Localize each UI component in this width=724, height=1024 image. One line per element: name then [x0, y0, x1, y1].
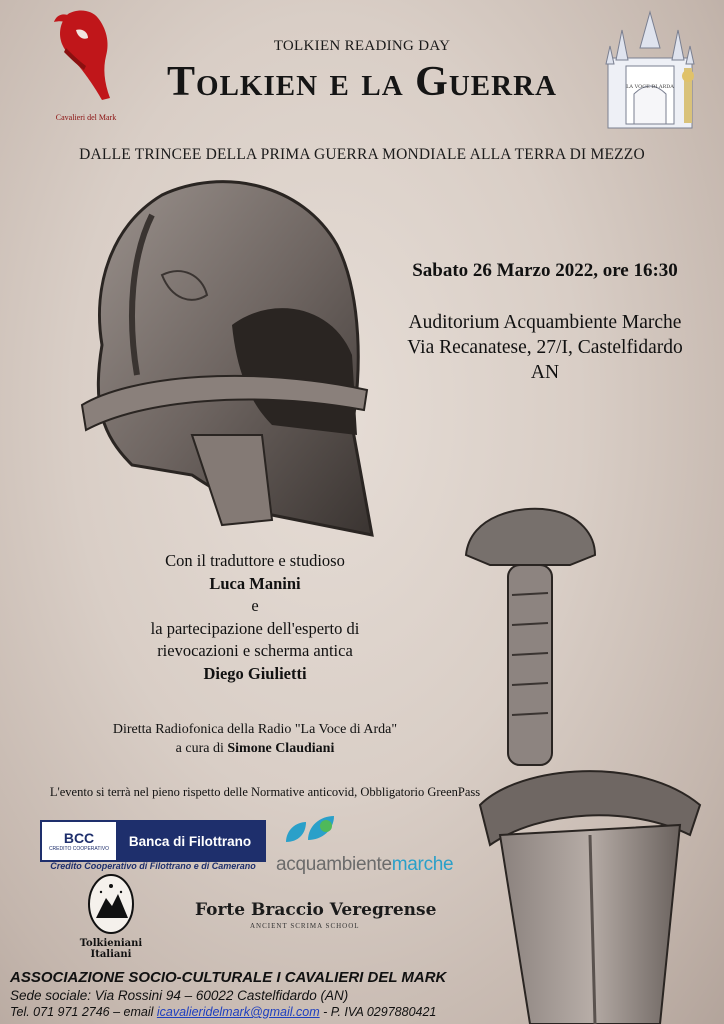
contact-email-link[interactable]: icavalieridelmark@gmail.com [156, 1005, 320, 1019]
poster-title: Tolkien e la Guerra [167, 59, 557, 105]
radio-line: Diretta Radiofonica della Radio "La Voce di Arda" [112, 722, 398, 737]
voce-arda-label: LA VOCE DI ARDA [626, 84, 674, 90]
bcc-mark [42, 822, 116, 860]
bcc-bank-name: Banca di Filottrano [116, 822, 264, 860]
event-kicker: TOLKIEN READING DAY [273, 38, 451, 54]
venue-name: Auditorium Acquambiente Marche [408, 312, 682, 333]
tolkieniani-medallion [86, 872, 136, 936]
event-date: Sabato 26 Marzo 2022, ore 16:30 [412, 260, 678, 281]
contact-vat: - P. IVA 0297880421 [319, 1005, 437, 1019]
helmet-illustration [72, 175, 392, 545]
association-contacts [10, 1005, 436, 1019]
bcc-abbr: BCC [63, 830, 95, 846]
guest-name-2: Diego Giulietti [203, 663, 307, 683]
guest-intro: Con il traduttore e studioso [165, 551, 345, 570]
acquambiente-drop-logo [276, 812, 356, 854]
forte-braccio-subtitle: ANCIENT SCRIMA SCHOOL [250, 922, 360, 930]
radio-notice [70, 720, 440, 758]
radio-curator-name: Simone Claudiani [227, 741, 335, 756]
cavalieri-logo-label: Cavalieri del Mark [55, 113, 117, 122]
event-venue [380, 310, 710, 385]
poster-subtitle: DALLE TRINCEE DELLA PRIMA GUERRA MONDIALE ALLA TERRA DI MEZZO [79, 146, 645, 163]
tolkieniani-line2: Italiani [90, 949, 132, 960]
sword-illustration [460, 505, 710, 1024]
bcc-tag: CREDITO COOPERATIVO [48, 846, 110, 852]
association-name: ASSOCIAZIONE SOCIO-CULTURALE I CAVALIERI DEL MARK [10, 969, 447, 986]
guests-block [95, 550, 415, 685]
tolkieniani-name [76, 938, 146, 960]
guest-intro-3: rievocazioni e scherma antica [157, 641, 353, 660]
acquambiente-part1: acquambiente [276, 854, 392, 875]
contact-phone: Tel. 071 971 2746 – email [10, 1005, 157, 1019]
association-seat: Sede sociale: Via Rossini 94 – 60022 Castelfidardo (AN) [10, 988, 349, 1003]
guest-intro-2: la partecipazione dell'esperto di [150, 618, 360, 638]
venue-address: Via Recanatese, 27/I, Castelfidardo [407, 337, 683, 358]
covid-notice: L'evento si terrà nel pieno rispetto delle Normative anticovid, Obbligatorio GreenPass [49, 785, 481, 799]
acquambiente-wordmark [276, 854, 453, 876]
guest-conjunction: e [251, 596, 259, 615]
guest-name-1: Luca Manini [209, 573, 301, 593]
acquambiente-part2: marche [391, 854, 454, 875]
bcc-logo [40, 820, 266, 862]
tolkieniani-line1: Tolkieniani [79, 938, 143, 949]
radio-curator-prefix: a cura di [175, 741, 228, 756]
venue-province: AN [530, 362, 560, 383]
bcc-subtitle: Credito Cooperativo di Filottrano e di Camerano [50, 861, 256, 871]
forte-braccio-logo: Forte Braccio Veregrense [195, 900, 437, 920]
